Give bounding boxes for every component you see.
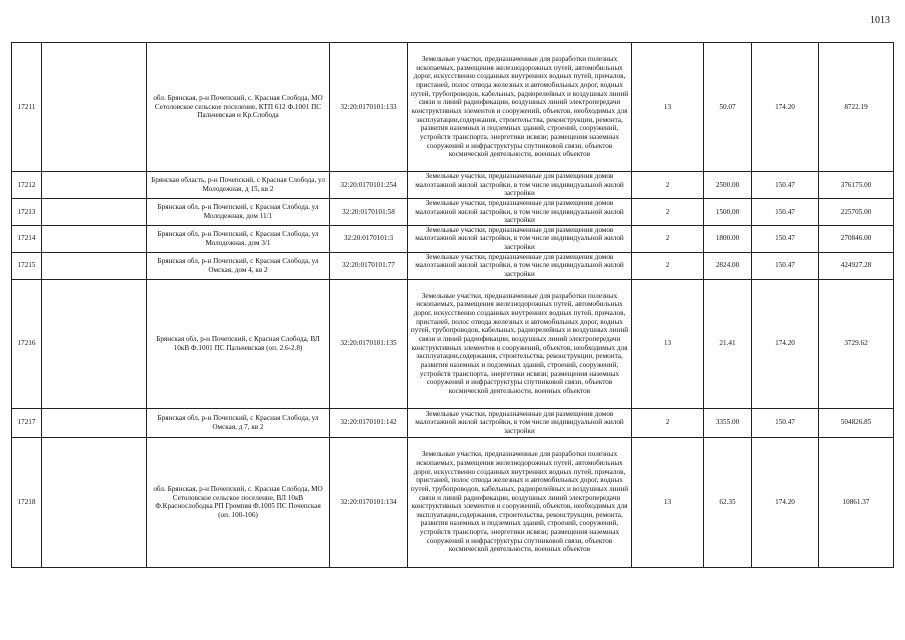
row-address: обл. Брянская, р-н Почепский, с. Красная Слобода, МО Сетоловское сельское поселение, ВЛ 10кВ Ф.Краснослободка РП Громпяя Ф.1005 ПС Почепская (оп. 100-106): [147, 437, 330, 567]
row-id: 17216: [12, 279, 42, 408]
table-row: [12, 198, 894, 225]
row-land-use: Земельные участки, предназначенные для разработки полезных ископаемых, размещения железнодорожных путей, автомобильных дорог, искусственно созданных внутренних водных путей, причалов, пристаней, полос отвода железных и автомобильных дорог, водных путей, трубопроводов, кабельных, радиорелейных и воздушных линий связи и линий радиофикации, воздушных линий электропередачи конструктивных элементов и сооружений, объектов, необходимых для эксплуатации,содержания, строительства, реконструкции, ремонта, развития наземных и подземных зданий, строений, сооружений, устройств транспорта, энергетики исвязи; размещения наземных сооружений и инфраструктуры спутниковой связи, объектов космической деятельности, военных объектов: [408, 279, 632, 408]
empty-cell: [42, 279, 147, 408]
row-id: 17213: [12, 198, 42, 225]
row-id: 17212: [12, 172, 42, 199]
page-number: 1013: [870, 15, 890, 26]
row-id: 17214: [12, 225, 42, 252]
row-address: Брянская обл, р-н Почепский, с Красная Слобода, ул Омская, дом 4, кв 2: [147, 252, 330, 279]
row-use-code: 2: [632, 172, 704, 199]
row-cadastral-value: 3729.62: [819, 279, 894, 408]
row-id: 17211: [12, 43, 42, 172]
row-use-code: 2: [632, 198, 704, 225]
row-cadastral-number: 32:20:0170101:142: [330, 408, 408, 437]
empty-cell: [42, 172, 147, 199]
row-cadastral-number: 32:20:0170101:134: [330, 437, 408, 567]
row-cadastral-number: 32:20:0170101:3: [330, 225, 408, 252]
row-cadastral-number: 32:20:0170101:58: [330, 198, 408, 225]
row-rate: 174.20: [752, 437, 819, 567]
empty-cell: [42, 225, 147, 252]
row-rate: 174.20: [752, 43, 819, 172]
row-rate: 150.47: [752, 198, 819, 225]
row-cadastral-value: 504826.85: [819, 408, 894, 437]
row-cadastral-value: 8722.19: [819, 43, 894, 172]
row-use-code: 2: [632, 408, 704, 437]
row-area: 62.35: [704, 437, 752, 567]
row-id: 17215: [12, 252, 42, 279]
row-cadastral-number: 32:20:0170101:133: [330, 43, 408, 172]
empty-cell: [42, 198, 147, 225]
empty-cell: [42, 43, 147, 172]
row-area: 1800.00: [704, 225, 752, 252]
row-cadastral-value: 10861.37: [819, 437, 894, 567]
row-area: 2500.00: [704, 172, 752, 199]
row-area: 50.07: [704, 43, 752, 172]
table-row: [12, 43, 894, 172]
row-land-use: Земельные участки, предназначенные для разработки полезных ископаемых, размещения железнодорожных путей, автомобильных дорог, искусственно созданных внутренних водных путей, причалов, пристаней, полос отвода железных и автомобильных дорог, водных путей, трубопроводов, кабельных, радиорелейных и воздушных линий связи и линий радиофикации, воздушных линий электропередачи конструктивных элементов и сооружений, объектов, необходимых для эксплуатации,содержания, строительства, реконструкции, ремонта, развития наземных и подземных зданий, строений, сооружений, устройств транспорта, энергетики исвязи; размещения наземных сооружений и инфраструктуры спутниковой связи, объектов космической деятельности, военных объектов: [408, 437, 632, 567]
row-land-use: Земельные участки, предназначенные для разработки полезных ископаемых, размещения железнодорожных путей, автомобильных дорог, искусственно созданных внутренних водных путей, причалов, пристаней, полос отвода железных и автомобильных дорог, водных путей, трубопроводов, кабельных, радиорелейных и воздушных линий связи и линий радиофикации, воздушных линий электропередачи конструктивных элементов и сооружений, объектов, необходимых для эксплуатации,содержания, строительства, реконструкции, ремонта, развития наземных и подземных зданий, строений, сооружений, устройств транспорта, энергетики исвязи; размещения наземных сооружений и инфраструктуры спутниковой связи, объектов космической деятельности, военных объектов: [408, 43, 632, 172]
row-land-use: Земельные участки, предназначенные для размещения домов малоэтажной жилой застройки, в том числе индивидуальной жилой застройки: [408, 198, 632, 225]
row-rate: 150.47: [752, 252, 819, 279]
row-address: Брянская обл, р-н Почепский, с Красная Слобода, ул Молодежная, дом 3/1: [147, 225, 330, 252]
row-area: 2824.00: [704, 252, 752, 279]
table-row: [12, 437, 894, 567]
row-rate: 174.20: [752, 279, 819, 408]
row-area: 21.41: [704, 279, 752, 408]
row-cadastral-number: 32:20:0170101:254: [330, 172, 408, 199]
table-row: [12, 225, 894, 252]
row-area: 3355.00: [704, 408, 752, 437]
row-use-code: 13: [632, 279, 704, 408]
empty-cell: [42, 437, 147, 567]
table-row: [12, 172, 894, 199]
row-address: Брянская обл, р-н Почепский, с Красная Слобода, ул Молодежная, дом 11/1: [147, 198, 330, 225]
row-address: Брянская область, р-н Почепский, с Красная Слобода, ул Молодежная, д 15, кв 2: [147, 172, 330, 199]
row-use-code: 13: [632, 437, 704, 567]
row-cadastral-value: 225705.00: [819, 198, 894, 225]
row-rate: 150.47: [752, 172, 819, 199]
row-cadastral-value: 270846.00: [819, 225, 894, 252]
table-row: [12, 252, 894, 279]
row-address: Брянская обл, р-н Почепский, с Красная Слобода, ул Омская, д 7, кв 2: [147, 408, 330, 437]
row-address: Брянская обл, р-н Почепский, с Красная Слобода, ВЛ 10кВ Ф.1001 ПС Пальчевская (оп. 2.6-2.8): [147, 279, 330, 408]
row-id: 17217: [12, 408, 42, 437]
row-id: 17218: [12, 437, 42, 567]
row-cadastral-number: 32:20:0170101:135: [330, 279, 408, 408]
land-registry-table: [11, 42, 894, 568]
row-address: обл. Брянская, р-н Почепский, с. Красная Слобода, МО Сетоловское сельское поселение, КТП 612 Ф.1001 ПС Пальчевская н Кр.Слобода: [147, 43, 330, 172]
row-area: 1500.00: [704, 198, 752, 225]
row-use-code: 2: [632, 252, 704, 279]
row-rate: 150.47: [752, 408, 819, 437]
row-land-use: Земельные участки, предназначенные для размещения домов малоэтажной жилой застройки, в том числе индивидуальной жилой застройки: [408, 172, 632, 199]
row-cadastral-number: 32:20:0170101:77: [330, 252, 408, 279]
table-row: [12, 279, 894, 408]
row-cadastral-value: 424927.28: [819, 252, 894, 279]
row-use-code: 13: [632, 43, 704, 172]
row-land-use: Земельные участки, предназначенные для размещения домов малоэтажной жилой застройки, в том числе индивидуальной жилой застройки: [408, 252, 632, 279]
row-land-use: Земельные участки, предназначенные для размещения домов малоэтажной жилой застройки, в том числе индивидуальной жилой застройки: [408, 225, 632, 252]
row-cadastral-value: 376175.00: [819, 172, 894, 199]
empty-cell: [42, 252, 147, 279]
empty-cell: [42, 408, 147, 437]
row-land-use: Земельные участки, предназначенные для размещения домов малоэтажной жилой застройки, в том числе индивидуальной жилой застройки: [408, 408, 632, 437]
row-rate: 150.47: [752, 225, 819, 252]
row-use-code: 2: [632, 225, 704, 252]
table-row: [12, 408, 894, 437]
